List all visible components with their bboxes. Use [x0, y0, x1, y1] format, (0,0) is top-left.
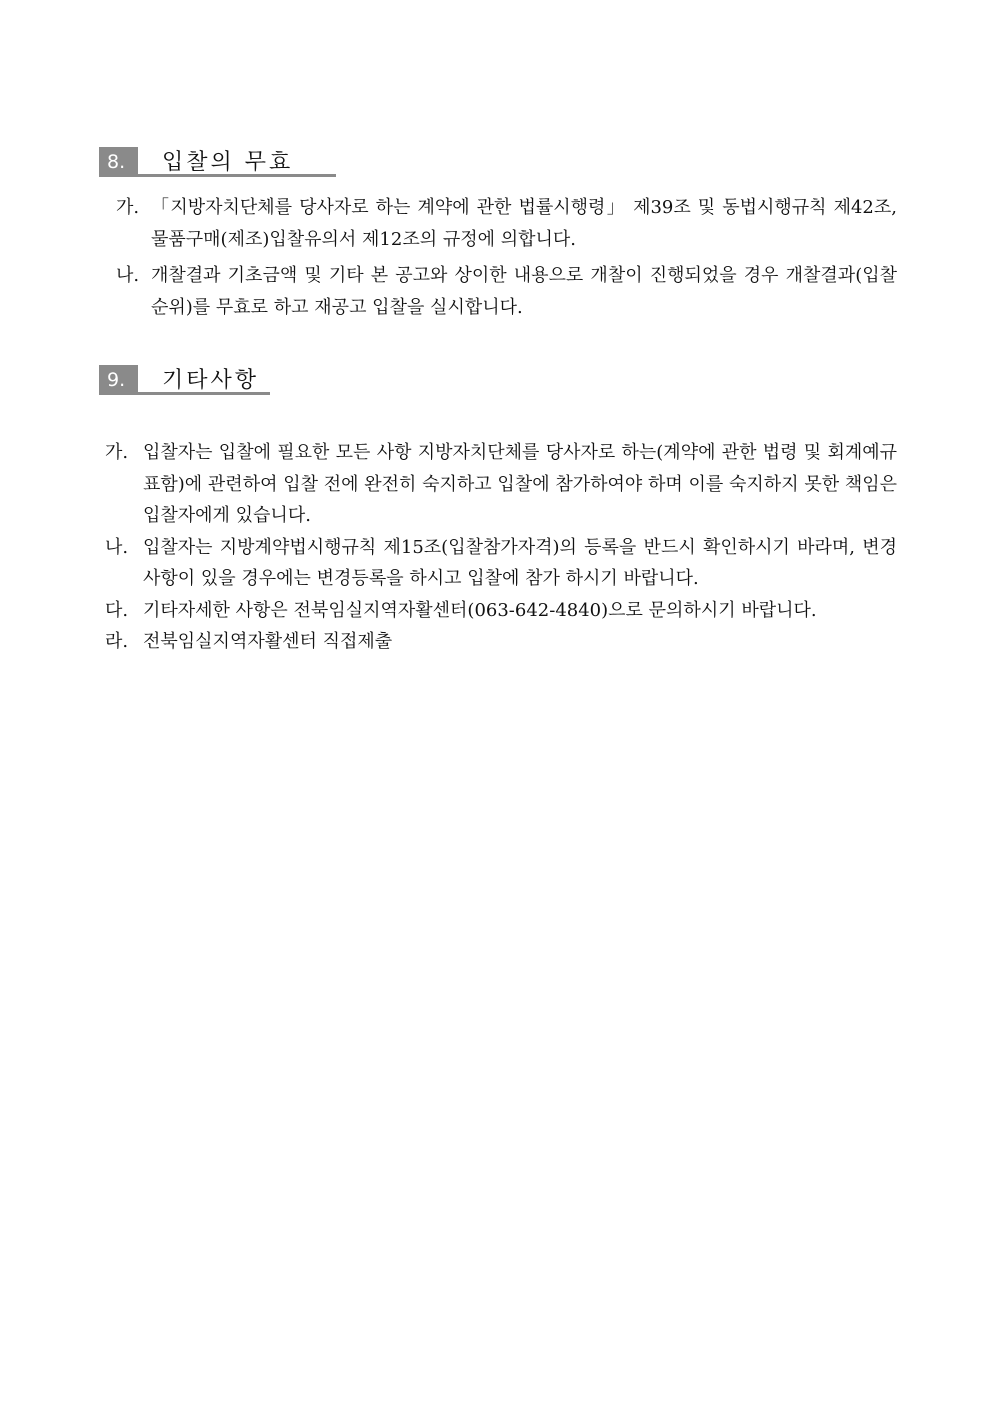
- item-text: 개찰결과 기초금액 및 기타 본 공고와 상이한 내용으로 개찰이 진행되었을 경우 개찰결과(입찰순위)를 무효로 하고 재공고 입찰을 실시합니다.: [151, 265, 897, 318]
- item-text: 입찰자는 입찰에 필요한 모든 사항 지방자치단체를 당사자로 하는(계약에 관한 법령 및 회계예규 표함)에 관련하여 입찰 전에 완전히 숙지하고 입찰에 참가하여야 하며 이를 숙지하지 못한 책임은 입찰자에게 있습니다.: [143, 442, 897, 526]
- item-text: 「지방자치단체를 당사자로 하는 계약에 관한 법률시행령」 제39조 및 동법시행규칙 제42조, 물품구매(제조)입찰유의서 제12조의 규정에 의합니다.: [151, 197, 897, 250]
- list-item: [116, 192, 897, 255]
- section-8-heading: [99, 147, 336, 177]
- section-8-number: 8.: [99, 147, 138, 177]
- item-marker: 나.: [116, 265, 140, 286]
- item-text: 전북임실지역자활센터 직접제출: [143, 631, 393, 652]
- section-9-number: 9.: [99, 365, 138, 395]
- item-marker: 라.: [105, 631, 129, 652]
- item-text: 기타자세한 사항은 전북임실지역자활센터(063-642-4840)으로 문의하시기 바랍니다.: [143, 599, 817, 621]
- section-8-title: 입찰의 무효: [138, 147, 336, 177]
- list-item: [105, 626, 897, 658]
- item-text: 입찰자는 지방계약법시행규칙 제15조(입찰참가자격)의 등록을 반드시 확인하시기 바라며, 변경 사항이 있을 경우에는 변경등록을 하시고 입찰에 참가 하시기 바랍니다.: [143, 536, 897, 589]
- section-8-list: [116, 192, 897, 323]
- section-9-heading: [99, 365, 270, 395]
- list-item: [105, 437, 897, 532]
- item-marker: 나.: [105, 536, 129, 558]
- item-marker: 가.: [105, 442, 129, 463]
- section-9-title: 기타사항: [138, 365, 270, 395]
- list-item: [105, 595, 897, 627]
- list-item: [116, 260, 897, 323]
- item-marker: 다.: [105, 599, 129, 621]
- item-marker: 가.: [116, 197, 140, 218]
- list-item: [105, 532, 897, 595]
- section-9-list: [105, 437, 897, 658]
